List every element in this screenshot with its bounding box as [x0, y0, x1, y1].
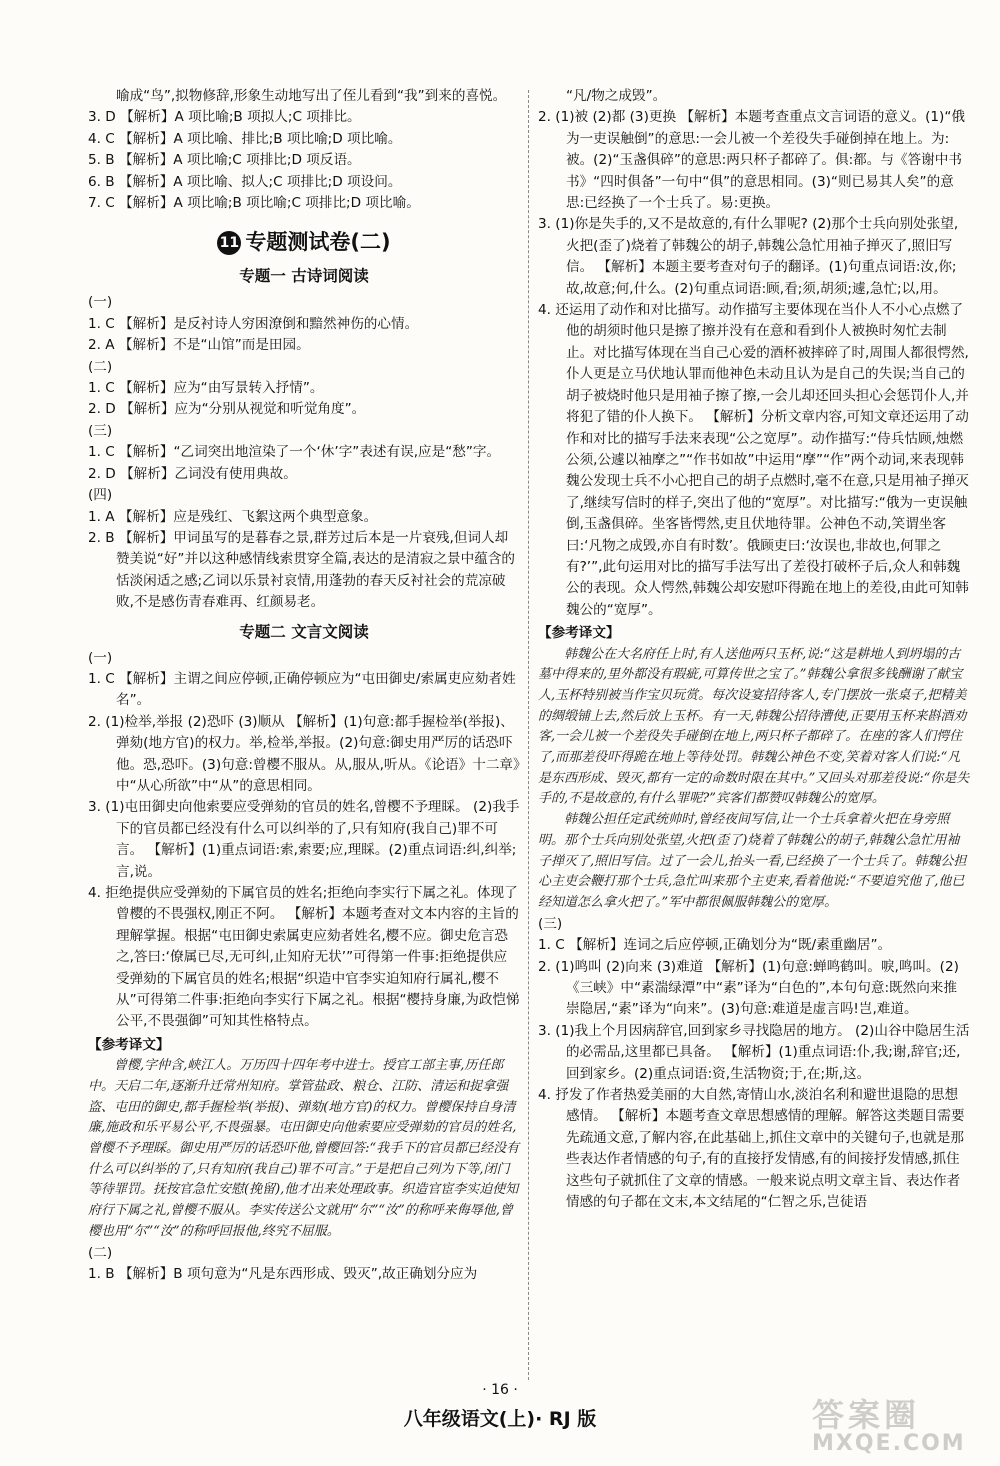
group-label: (四) — [88, 487, 113, 504]
answer-line: 7. C 【解析】A 项比喻;B 项比喻;C 项排比;D 项比喻。 — [88, 195, 420, 212]
answer-list-top — [88, 86, 520, 214]
page-number: · 16 · — [482, 1382, 518, 1398]
reference-translation: 韩魏公在大名府任上时,有人送他两只玉杯,说:“这是耕地人到坍塌的古墓中得来的,里外都没有瑕疵,可算传世之宝了。”韩魏公拿很多钱酬谢了献宝人,玉杯特别被当作宝贝玩赏。每次设宴招待客人,专门摆放一张桌子,把精美的绸缎铺上去,然后放上玉杯。有一天,韩魏公招待漕使,正要用玉杯来斟酒劝客,一会儿被一个差役失手碰倒在地上,两只杯子都碎了。在座的客人们愕住了,而那差役吓得跪在地上等待处罚。韩魏公神色不变,笑着对客人们说:“凡是东西形成、毁灭,都有一定的命数时限在其中。”又回头对那差役说:“你是失手的,不是故意的,有什么罪呢?”宾客们都赞叹韩魏公的宽厚。 — [538, 646, 970, 807]
heading-title: 专题测试卷(二) — [245, 230, 391, 255]
answer-list-classical-2 — [88, 1243, 520, 1286]
answer-line: 5. B 【解析】A 项比喻;C 项排比;D 项反语。 — [88, 152, 361, 169]
reference-translation: 曾樱,字仲含,峡江人。万历四十四年考中进士。授官工部主事,历任郎中。天启二年,逐渐升迁常州知府。掌管盐政、粮仓、江防、清运和捉拿强盗、屯田的御史,都手握检举(举报)、弹劾(地方官)的权力。曾樱保持自身清廉,施政和乐平易公平,不畏强暴。屯田御史向他索要应受弹劾的官员的姓名,曾樱不予理睬。御史用严厉的话恐吓他,曾樱回答:“我手下的官员都已经没有什么可以纠举的了,只有知府(我自己)罪不可言。”于是把自己列为下等,闭门等待罪罚。抚按官急忙安慰(挽留),他才出来处理政事。织造官宦李实迫使知府行下属之礼,曾樱不服从。李实传送公文就用“尔”“汝”的称呼来侮辱他,曾樱也用“尔”“汝”的称呼回报他,终究不屈服。 — [88, 1058, 520, 1239]
reference-translation-label: 【参考译文】 — [88, 1036, 170, 1053]
answer-line: 1. C 【解析】是反衬诗人穷困潦倒和黯然神伤的心情。 — [88, 315, 419, 332]
group-label: (一) — [88, 649, 113, 666]
answer-line: 1. C 【解析】应为“由写景转入抒情”。 — [88, 380, 324, 397]
reference-translation: 韩魏公担任定武统帅时,曾经夜间写信,让一个士兵拿着火把在身旁照明。那个士兵向别处张望,火把(歪了)烧着了韩魏公的胡子,韩魏公急忙用袖子掸灭了,照旧写信。过了一会儿,抬头一看,已经换了一个士兵了。韩魏公担心主吏会鞭打那个士兵,急忙叫来那个主吏来,看着他说:“不要追究他了,他已经知道怎么拿火把了。”军中都很佩服韩魏公的宽厚。 — [538, 812, 967, 910]
answer-line: 4. C 【解析】A 项比喻、排比;B 项比喻;D 项比喻。 — [88, 130, 402, 147]
answer-list-poetry — [88, 292, 520, 613]
footer-title: 八年级语文(上)· RJ 版 — [403, 1408, 597, 1430]
answer-line: 2. (1)检举,举报 (2)恐吓 (3)顺从 【解析】(1)句意:都手握检举(举报)、弹劾(地方官)的权力。举,检举,举报。(2)句意:御史用严厉的话恐吓他。恐,恐吓。(3)句意:曾樱不服从。从,服从,听从。《论语》十二章》中“从心所欲”中“从”的意思相同。 — [88, 713, 520, 794]
answer-line: 2. D 【解析】应为“分别从视觉和听觉角度”。 — [88, 401, 366, 418]
answer-list-right-2 — [538, 914, 970, 1214]
column-divider — [528, 90, 529, 1380]
answer-line: 2. (1)鸣叫 (2)向来 (3)难道 【解析】(1)句意:蝉鸣鹤叫。唳,鸣叫。(2)《三峡》中“素湍绿潭”中“素”译为“白色的”,本句句意:既然向来推崇隐居,“素”译为“向来”。(3)句意:难道是虚言吗!岂,难道。 — [538, 958, 959, 1018]
answer-line: 3. (1)屯田御史向他索要应受弹劾的官员的姓名,曾樱不予理睬。 (2)我手下的官员都已经没有什么可以纠举的了,只有知府(我自己)罪不可言。 【解析】(1)重点词语:索,索要;应,理睬。(2)重点词语:纠,纠举;言,说。 — [88, 799, 520, 880]
group-label: (三) — [538, 915, 563, 932]
answer-line: 1. C 【解析】“乙词突出地渲染了一个‘休’字”表述有误,应是“愁”字。 — [88, 444, 501, 461]
answer-line: 4. 拒绝提供应受弹劾的下属官员的姓名;拒绝向李实行下属之礼。体现了曾樱的不畏强权,刚正不阿。 【解析】本题考查对文本内容的主旨的理解掌握。根据“屯田御史索属吏应劾者姓名,樱不应。御史危言恐之,答曰:‘僚属已尽,无可纠,止知府无状’”可得第一件事:拒绝提供应受弹劾的下属官员的姓名;根据“织造中官李实迫知府行属礼,樱不从”可得第二件事:拒绝向李实行下属之礼。根据“樱持身廉,为政恺悌公平,不畏强御”可知其性格特点。 — [88, 885, 520, 1030]
answer-list-classical — [88, 648, 520, 1033]
section-heading-poetry: 专题一 古诗词阅读 — [239, 267, 369, 286]
watermark-text-top: 答案圈 — [812, 1396, 921, 1434]
group-label: (三) — [88, 422, 113, 439]
left-column — [88, 86, 520, 1285]
answer-line: 1. B 【解析】B 项句意为“凡是东西形成、毁灭”,故正确划分应为 — [88, 1265, 478, 1282]
right-column — [538, 86, 970, 1213]
answer-line: 3. D 【解析】A 项比喻;B 项拟人;C 项排比。 — [88, 109, 361, 126]
section-heading-classical: 专题二 文言文阅读 — [239, 622, 369, 641]
answer-line: 2. A 【解析】不是“山馆”而是田园。 — [88, 337, 310, 354]
answer-line: 1. C 【解析】主谓之间应停顿,正确停顿应为“屯田御史/索属吏应劾者姓名”。 — [88, 670, 516, 709]
answer-line: 4. 抒发了作者热爱美丽的大自然,寄情山水,淡泊名利和避世退隐的思想感情。 【解析】本题考查文章思想感情的理解。解答这类题目需要先疏通文意,了解内容,在此基础上,抓住文章中的关键句子,也就是那些表达作者情感的句子,有的直接抒发情感,有的间接抒发情感,抓住这些句子就抓住了文章的情感。一般来说点明文章主旨、表达作者情感的句子都在文末,本文结尾的“仁智之乐,岂徒语 — [538, 1086, 965, 1210]
answer-line: “凡/物之成毁”。 — [566, 88, 667, 104]
answer-line: 6. B 【解析】A 项比喻、拟人;C 项排比;D 项设问。 — [88, 173, 402, 190]
group-label: (二) — [88, 358, 113, 375]
answer-line: 4. 还运用了动作和对比描写。动作描写主要体现在当仆人不小心点燃了他的胡须时他只是擦了擦并没有在意和看到仆人被换时匆忙去制止。对比描写体现在当自己心爱的酒杯被摔碎了时,周围人都很愕然,仆人更是立马伏地认罪而他神色未动且认为是自己的失误;当自己的胡子被烧时他只是用袖子擦了擦,一会儿却还回头担心会惩罚仆人,并将犯了错的仆人换下。 【解析】分析文章内容,可知文章还运用了动作和对比的描写手法来表现“公之宽厚”。动作描写:“侍兵怙顾,烛燃公须,公遽以袖摩之”“作书如故”中运用“摩”“作”两个动词,来表现韩魏公发现士兵不小心把自己的胡子点燃时,毫不在意,只是用袖子掸灭了,继续写信时的样子,突出了他的“宽厚”。对比描写:“俄为一吏误触倒,玉盏俱碎。坐客皆愕然,吏且伏地待罪。公神色不动,笑谓坐客曰:‘凡物之成毁,亦自有时数’。俄顾吏曰:‘汝误也,非故也,何罪之有?’”,此句运用对比的描写手法写出了差役打破杯子后,众人和韩魏公的表现。众人愕然,韩魏公却安慰吓得跪在地上的差役,由此可知韩魏公的“宽厚”。 — [538, 302, 969, 618]
answer-line: 1. A 【解析】应是残红、飞絮这两个典型意象。 — [88, 508, 378, 525]
answer-line: 1. C 【解析】连词之后应停顿,正确划分为“既/素重幽居”。 — [538, 937, 892, 954]
answer-line: 2. (1)被 (2)都 (3)更换 【解析】本题考查重点文言词语的意义。(1)“俄为一吏误触倒”的意思:一会儿被一个差役失手碰倒掉在地上。为:被。(2)“玉盏俱碎”的意思:两只杯子都碎了。俱:都。与《答谢中书书》“四时俱备”一句中“俱”的意思相同。(3)“则已易其人矣”的意思:已经换了一个士兵了。易:更换。 — [538, 109, 965, 212]
group-label: (一) — [88, 294, 113, 311]
reference-translation-label: 【参考译文】 — [538, 625, 620, 642]
answer-line: 2. B 【解析】甲词虽写的是暮春之景,群芳过后本是一片衰残,但词人却赞美说“好”并以这种感情线索贯穿全篇,表达的是清寂之景中蕴含的恬淡闲适之感;乙词以乐景衬哀情,用蓬勃的春天反衬社会的荒凉破败,不是感伤青春难再、红颜易老。 — [88, 529, 516, 611]
watermark-text-bottom: MXQE.COM — [812, 1431, 966, 1456]
test-heading — [88, 228, 520, 256]
heading-number-badge: 11 — [217, 231, 241, 255]
answer-list-right — [538, 86, 970, 621]
answer-line: 喻成“鸟”,拟物修辞,形象生动地写出了侄儿看到“我”到来的喜悦。 — [116, 88, 507, 104]
watermark-logo — [812, 1398, 982, 1460]
answer-line: 3. (1)你是失手的,又不是故意的,有什么罪呢? (2)那个士兵向别处张望,火把(歪了)烧着了韩魏公的胡子,韩魏公急忙用袖子掸灭了,照旧写信。 【解析】本题主要考查对句子的翻译。(1)句重点词语:汝,你;故,故意;何,什么。(2)句重点词语:顾,看;须,胡须;遽,急忙;以,用。 — [538, 216, 959, 297]
group-label: (二) — [88, 1244, 113, 1261]
answer-line: 3. (1)我上个月因病辞官,回到家乡寻找隐居的地方。 (2)山谷中隐居生活的必需品,这里都已具备。 【解析】(1)重点词语:仆,我;谢,辞官;还,回到家乡。(2)重点词语:资,生活物资;于,在;斯,这。 — [538, 1022, 970, 1082]
answer-line: 2. D 【解析】乙词没有使用典故。 — [88, 465, 297, 482]
